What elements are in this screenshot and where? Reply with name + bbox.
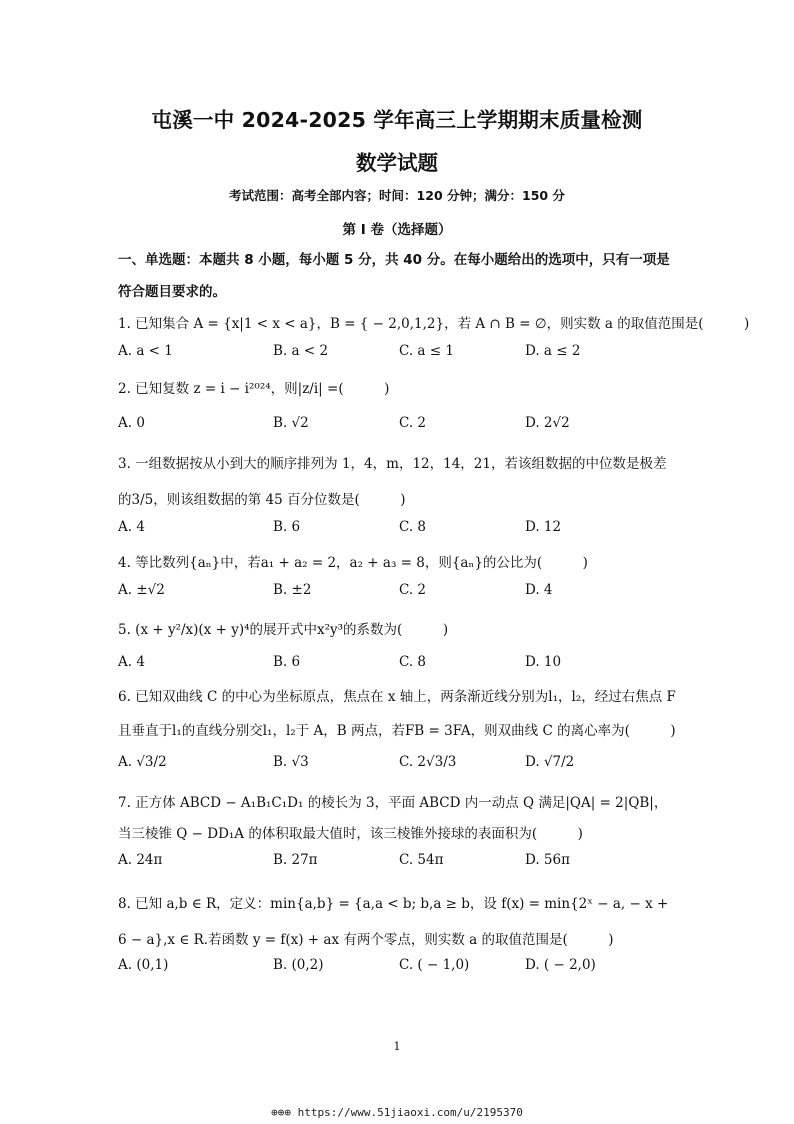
question-5-option-d: D. 10: [525, 654, 562, 670]
question-3-option-a: A. 4: [118, 519, 145, 535]
question-5-option-c: C. 8: [399, 654, 427, 670]
question-7-stem: 7. 正方体 ABCD − A₁B₁C₁D₁ 的棱长为 3，平面 ABCD 内一动点 Q 满足|QA| = 2|QB|，当三棱锥 Q − DD₁A 的体积取最大值时，该三棱锥外接球的表面积为( ): [118, 795, 668, 842]
question-3-option-b: B. 6: [273, 519, 301, 535]
question-6-stem: 6. 已知双曲线 C 的中心为坐标原点，焦点在 x 轴上，两条渐近线分别为l₁，l₂，经过右焦点 F 且垂直于l₁的直线分别交l₁，l₂于 A，B 两点，若FB = 3FA，则双曲线 C 的离心率为( ): [118, 689, 676, 739]
question-8-stem: 8. 已知 a,b ∈ R，定义：min{a,b} = {a,a < b; b,a ≥ b，设 f(x) = min{2ˣ − a, − x + 6 − a},x ∈ R.若函数 y = f(x) + ax 有两个零点，则实数 a 的取值范围是( ): [118, 896, 669, 948]
page-number: 1: [393, 1040, 401, 1053]
question-2-option-b: B. √2: [273, 415, 309, 431]
question-4-option-a: A. ±√2: [118, 582, 165, 598]
question-6-option-c: C. 2√3/3: [399, 754, 457, 770]
part-heading: 第 I 卷（选择题）: [342, 222, 452, 238]
question-4-option-c: C. 2: [399, 582, 427, 598]
question-4-option-d: D. 4: [525, 582, 553, 598]
question-3-option-c: C. 8: [399, 519, 427, 535]
question-7-option-b: B. 27π: [273, 852, 318, 868]
question-8-option-c: C. ( − 1,0): [399, 957, 470, 973]
question-7-option-d: D. 56π: [525, 852, 570, 868]
question-4-option-b: B. ±2: [273, 582, 312, 598]
question-7-option-c: C. 54π: [399, 852, 444, 868]
question-1-option-a: A. a < 1: [118, 343, 173, 359]
question-6-option-b: B. √3: [273, 754, 309, 770]
question-2-option-c: C. 2: [399, 415, 427, 431]
question-5-option-a: A. 4: [118, 654, 145, 670]
footer-url[interactable]: ⊕⊕⊕ https://www.51jiaoxi.com/u/2195370: [271, 1106, 523, 1119]
question-6-option-d: D. √7/2: [525, 754, 575, 770]
question-1-option-c: C. a ≤ 1: [399, 343, 454, 359]
question-6-option-a: A. √3/2: [118, 754, 167, 770]
exam-meta: 考试范围：高考全部内容；时间：120 分钟；满分：150 分: [229, 188, 565, 203]
page-subtitle: 数学试题: [356, 151, 438, 175]
question-7-option-a: A. 24π: [118, 852, 163, 868]
section-heading: 一、单选题：本题共 8 小题，每小题 5 分，共 40 分。在每小题给出的选项中，只有一项是符合题目要求的。: [118, 252, 670, 300]
question-1-option-b: B. a < 2: [273, 343, 329, 359]
question-2-option-d: D. 2√2: [525, 415, 570, 431]
question-4-stem: 4. 等比数列{aₙ}中，若a₁ + a₂ = 2，a₂ + a₃ = 8，则{aₙ}的公比为( ): [118, 555, 588, 571]
page-title: 屯溪一中 2024-2025 学年高三上学期期末质量检测: [151, 108, 643, 132]
question-5-stem: 5. (x + y²/x)(x + y)⁴的展开式中x²y³的系数为( ): [118, 622, 449, 638]
question-3-option-d: D. 12: [525, 519, 562, 535]
question-1-stem: 1. 已知集合 A = {x|1 < x < a}，B = { − 2,0,1,2}，若 A ∩ B = ∅，则实数 a 的取值范围是( ): [118, 316, 750, 332]
question-1-option-d: D. a ≤ 2: [525, 343, 581, 359]
question-5-option-b: B. 6: [273, 654, 301, 670]
question-8-option-b: B. (0,2): [273, 957, 324, 973]
question-2-stem: 2. 已知复数 z = i − i²⁰²⁴，则|z/i| =( ): [118, 381, 390, 397]
question-2-option-a: A. 0: [118, 415, 145, 431]
question-3-stem: 3. 一组数据按从小到大的顺序排列为 1，4，m，12，14，21，若该组数据的中位数是极差的3/5，则该组数据的第 45 百分位数是( ): [118, 456, 667, 508]
question-8-option-a: A. (0,1): [118, 957, 169, 973]
question-8-option-d: D. ( − 2,0): [525, 957, 596, 973]
